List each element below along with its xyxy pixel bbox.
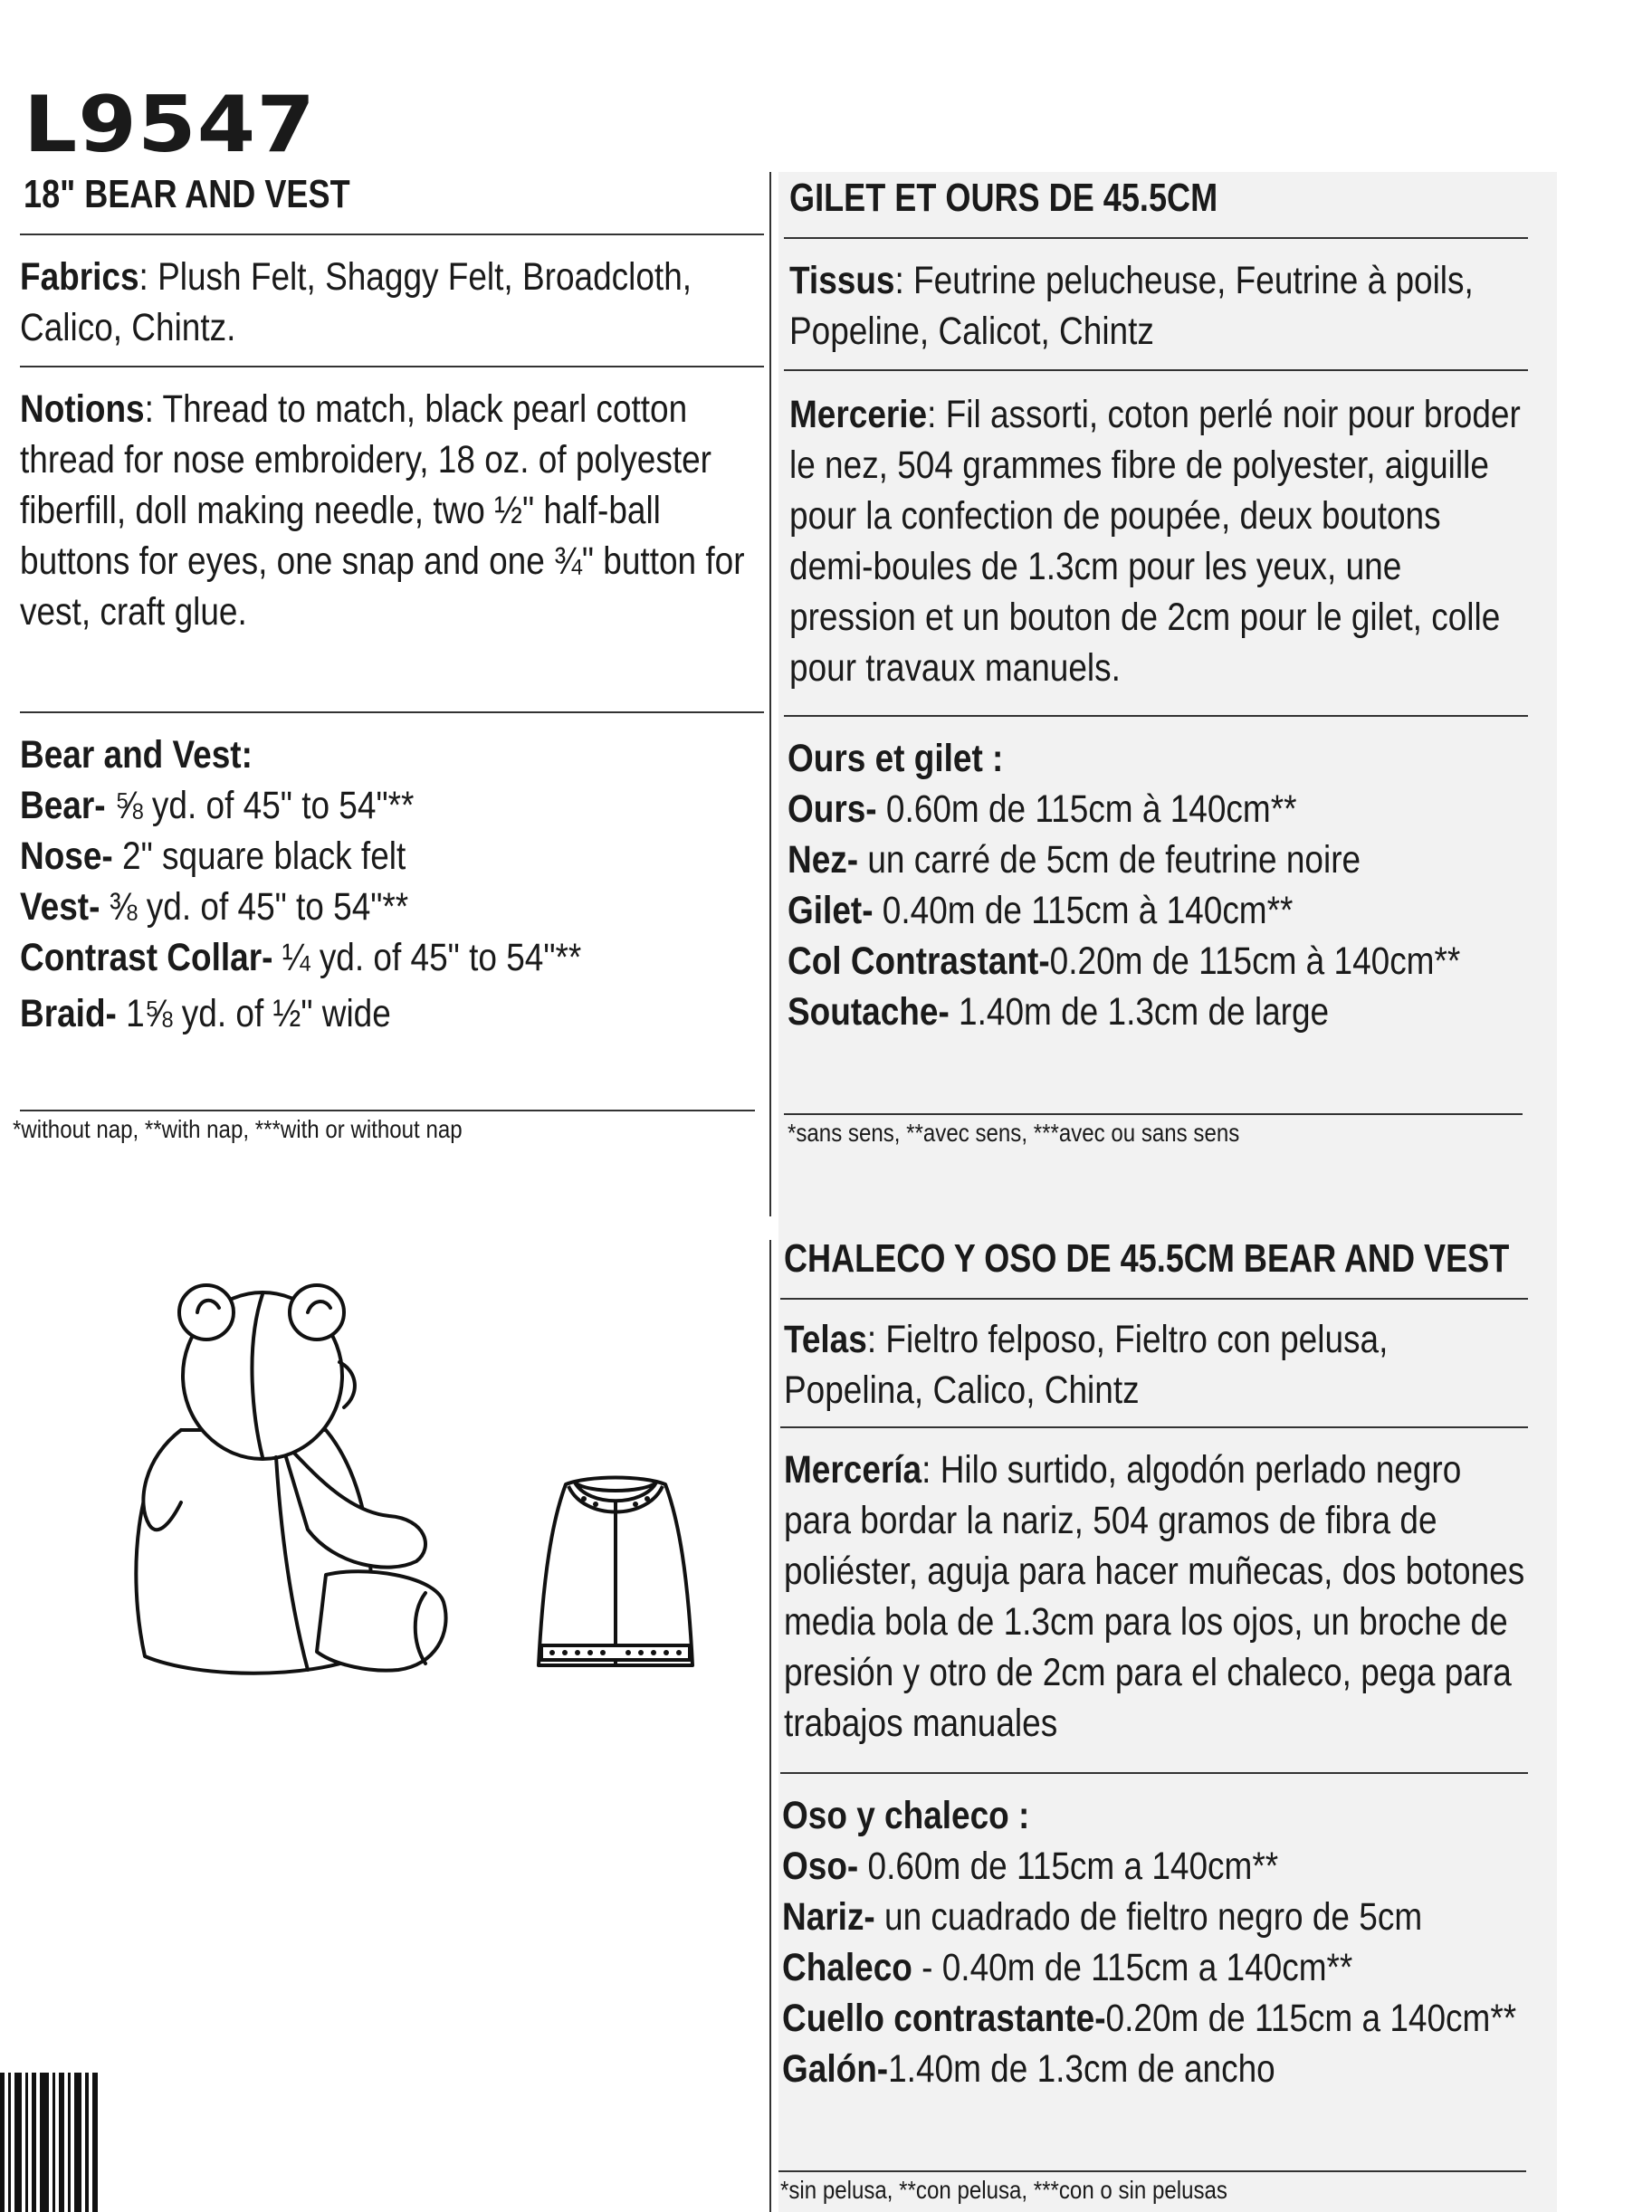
divider: [778, 2170, 1526, 2172]
yardage-text: ⅝ yd. of 45" to 54"**: [105, 784, 415, 827]
yardage-label: Bear-: [20, 784, 106, 827]
divider: [20, 711, 764, 713]
yardage-label: Ours-: [788, 787, 877, 831]
english-yardage: [20, 729, 763, 1039]
yardage-text: 2" square black felt: [112, 834, 406, 878]
french-yardage: [788, 733, 1531, 1037]
yardage-text: un carré de 5cm de feutrine noire: [858, 838, 1361, 882]
french-footnote: *sans sens, **avec sens, ***avec ou sans sens: [788, 1119, 1240, 1147]
yardage-row: [20, 932, 763, 983]
yardage-text: 0.60m de 115cm à 140cm**: [876, 787, 1297, 831]
yardage-text: ¼ yd. of 45" to 54"**: [272, 936, 582, 979]
spanish-title: CHALECO Y OSO DE 45.5CM BEAR AND VEST: [784, 1236, 1510, 1281]
spanish-footnote: *sin pelusa, **con pelusa, ***con o sin pelusas: [780, 2176, 1227, 2204]
yardage-row: [782, 1942, 1525, 1993]
english-fabrics: [20, 252, 763, 353]
yardage-row: [20, 780, 763, 831]
divider: [784, 237, 1528, 239]
divider: [784, 715, 1528, 717]
bear-illustration: [127, 1276, 471, 1683]
fabrics-label: Tissus: [789, 259, 895, 302]
notions-text: : Thread to match, black pearl cotton thread for nose embroidery, 18 oz. of polyester fiberfill, doll making needle, two ½" half-ball buttons for eyes, one snap and one ¾" button for vest, craft glue.: [20, 387, 745, 634]
yardage-label: Galón-: [782, 2047, 889, 2091]
divider: [780, 1772, 1528, 1774]
yardage-text: un cuadrado de fieltro negro de 5cm: [874, 1895, 1423, 1939]
yardage-row: [788, 834, 1531, 885]
yardage-label: Contrast Collar-: [20, 936, 273, 979]
notions-label: Notions: [20, 387, 145, 431]
french-title: GILET ET OURS DE 45.5CM: [789, 176, 1218, 220]
english-title: 18" BEAR AND VEST: [24, 172, 350, 216]
yardage-text: 0.60m de 115cm a 140cm**: [858, 1845, 1279, 1888]
fabrics-text: : Plush Felt, Shaggy Felt, Broadcloth, Calico, Chintz.: [20, 255, 692, 349]
column-divider: [769, 172, 771, 1216]
vest-illustration: [534, 1466, 697, 1674]
yardage-row: [20, 882, 763, 932]
yardage-row: [782, 1841, 1525, 1892]
yardage-heading: Ours et gilet :: [788, 737, 1004, 780]
pattern-number: L9547: [24, 80, 317, 170]
yardage-heading: Bear and Vest:: [20, 733, 253, 777]
divider: [780, 1298, 1528, 1300]
yardage-label: Vest-: [20, 885, 100, 929]
yardage-heading: Oso y chaleco :: [782, 1794, 1030, 1837]
divider: [780, 1426, 1528, 1428]
divider: [20, 234, 764, 235]
english-footnote: *without nap, **with nap, ***with or without nap: [13, 1115, 463, 1143]
yardage-label: Oso-: [782, 1845, 859, 1888]
divider: [784, 1113, 1523, 1115]
notions-text: : Fil assorti, coton perlé noir pour broder le nez, 504 grammes fibre de polyester, aiguille pour la confection de poupée, deux boutons demi-boules de 1.3cm pour les yeux, une pression et un bouton de 2cm pour le gilet, colle pour travaux manuels.: [789, 393, 1521, 690]
fabrics-label: Fabrics: [20, 255, 139, 299]
yardage-row: [20, 988, 763, 1039]
yardage-row: [788, 936, 1531, 987]
yardage-label: Cuello contrastante-: [782, 1997, 1106, 2040]
yardage-text: 1⅝ yd. of ½" wide: [116, 992, 391, 1035]
fabrics-text: : Fieltro felposo, Fieltro con pelusa, Popelina, Calico, Chintz: [784, 1318, 1389, 1412]
fabrics-label: Telas: [784, 1318, 867, 1361]
yardage-label: Braid-: [20, 992, 117, 1035]
english-notions: [20, 384, 763, 637]
spanish-notions: [784, 1444, 1527, 1749]
yardage-row: [782, 1993, 1525, 2044]
barcode: [0, 2073, 145, 2212]
divider: [20, 366, 764, 367]
fabrics-text: : Feutrine pelucheuse, Feutrine à poils, Popeline, Calicot, Chintz: [789, 259, 1474, 353]
yardage-label: Nariz-: [782, 1895, 875, 1939]
yardage-row: [788, 784, 1531, 834]
yardage-text: 1.40m de 1.3cm de ancho: [888, 2047, 1275, 2091]
notions-label: Mercerie: [789, 393, 928, 436]
column-divider: [769, 1240, 771, 2212]
yardage-row: [788, 885, 1531, 936]
divider: [20, 1110, 755, 1111]
yardage-label: Col Contrastant-: [788, 939, 1050, 983]
yardage-label: Soutache-: [788, 990, 950, 1034]
yardage-text: ⅜ yd. of 45" to 54"**: [100, 885, 409, 929]
yardage-text: - 0.40m de 115cm a 140cm**: [912, 1946, 1353, 1989]
yardage-label: Chaleco: [782, 1946, 912, 1989]
yardage-text: 0.20m de 115cm a 140cm**: [1105, 1997, 1517, 2040]
french-notions: [789, 389, 1533, 693]
divider: [784, 369, 1528, 371]
spanish-yardage: [782, 1790, 1525, 2094]
notions-text: : Hilo surtido, algodón perlado negro para bordar la nariz, 504 gramos de fibra de poliéster, aguja para hacer muñecas, dos botones media bola de 1.3cm para los ojos, un broche de presión y otro de 2cm para el chaleco, pega para trabajos manuales: [784, 1448, 1525, 1745]
yardage-label: Nez-: [788, 838, 859, 882]
yardage-row: [782, 2044, 1525, 2094]
yardage-label: Gilet-: [788, 889, 874, 932]
yardage-row: [788, 987, 1531, 1037]
yardage-row: [782, 1892, 1525, 1942]
yardage-text: 0.20m de 115cm à 140cm**: [1049, 939, 1461, 983]
french-fabrics: [789, 255, 1533, 357]
spanish-fabrics: [784, 1314, 1527, 1416]
yardage-text: 0.40m de 115cm à 140cm**: [873, 889, 1294, 932]
yardage-row: [20, 831, 763, 882]
notions-label: Mercería: [784, 1448, 922, 1492]
yardage-text: 1.40m de 1.3cm de large: [949, 990, 1330, 1034]
yardage-label: Nose-: [20, 834, 113, 878]
